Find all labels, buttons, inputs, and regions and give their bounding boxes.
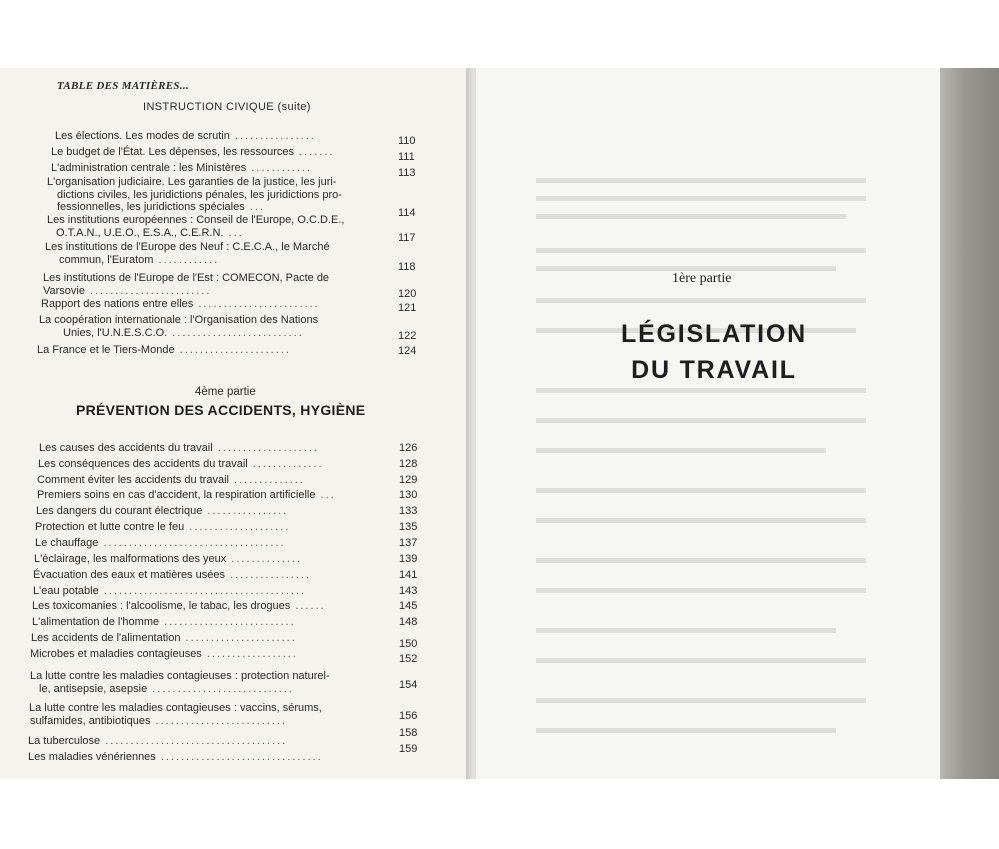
toc-entry-line xyxy=(47,214,344,226)
toc-entry-title: L'éclairage, les malformations des yeux xyxy=(34,553,227,565)
toc-entry-title: Rapport des nations entre elles xyxy=(41,298,194,310)
toc-dot-leader: ................ xyxy=(225,569,311,581)
toc-page-number: 130 xyxy=(399,489,418,501)
toc-page-number: 143 xyxy=(399,585,418,597)
toc-dot-leader: .................................... xyxy=(98,537,286,549)
toc-dot-leader: .................. xyxy=(201,648,298,660)
show-through-text xyxy=(476,68,942,779)
toc-entry-title: Varsovie xyxy=(43,284,85,297)
toc-entry-line xyxy=(47,176,336,188)
toc-entry-line xyxy=(51,162,312,174)
toc-dot-leader: .......................... xyxy=(167,326,304,339)
toc-entry-title: le, antisepsie, asepsie xyxy=(39,682,148,695)
left-page-table-of-contents xyxy=(0,68,468,779)
toc-page-number: 121 xyxy=(398,302,417,314)
toc-page-number: 156 xyxy=(399,710,418,722)
toc-entry-title: Les institutions de l'Europe des Neuf : C.E.C.A., le Marché xyxy=(45,241,330,253)
toc-entry-title: Les élections. Les modes de scrutin xyxy=(55,130,230,142)
toc-dot-leader: .............. xyxy=(228,474,305,486)
part-title: PRÉVENTION DES ACCIDENTS, HYGIÈNE xyxy=(76,402,366,418)
toc-entry-title: Microbes et maladies contagieuses xyxy=(30,648,202,660)
toc-header: TABLE DES MATIÈRES... xyxy=(57,80,189,92)
toc-entry-title: sulfamides, antibiotiques xyxy=(30,714,151,727)
toc-page-number: 113 xyxy=(398,167,416,179)
toc-entry-line xyxy=(31,632,297,644)
toc-entry-title: Les accidents de l'alimentation xyxy=(31,632,181,644)
right-page-title-page xyxy=(476,68,942,779)
toc-entry-title: L'organisation judiciaire. Les garanties de la justice, les juri- xyxy=(47,176,337,188)
toc-entry-line xyxy=(36,505,288,517)
toc-page-number: 111 xyxy=(398,151,415,163)
toc-entry-line xyxy=(28,735,287,747)
toc-entry-line xyxy=(30,670,330,682)
toc-entry-line xyxy=(43,285,211,297)
toc-dot-leader: ... xyxy=(223,226,244,239)
right-part-label: 1ère partie xyxy=(672,271,732,286)
toc-page-number: 159 xyxy=(399,743,418,755)
toc-entry-line xyxy=(41,298,320,310)
toc-page-number: 122 xyxy=(398,330,417,342)
toc-entry-line xyxy=(29,702,322,714)
toc-page-number: 128 xyxy=(399,458,418,470)
toc-entry-title: La tuberculose xyxy=(28,735,101,747)
toc-entry-line xyxy=(56,227,244,239)
toc-entry-title: Comment éviter les accidents du travail xyxy=(37,474,229,486)
toc-entry-line xyxy=(37,474,305,486)
toc-entry-line xyxy=(39,442,319,454)
right-title-line-1: LÉGISLATION xyxy=(621,320,807,348)
toc-entry-line xyxy=(30,648,298,660)
toc-entry-line xyxy=(38,458,324,470)
toc-page-number: 110 xyxy=(398,135,416,147)
toc-page-number: 152 xyxy=(399,653,418,665)
toc-page-number: 124 xyxy=(398,345,417,357)
toc-page-number: 154 xyxy=(399,679,418,691)
toc-page-number: 120 xyxy=(398,288,417,300)
toc-entry-line xyxy=(35,521,290,533)
toc-entry-title: Premiers soins en cas d'accident, la respiration artificielle xyxy=(37,489,316,501)
toc-entry-line xyxy=(35,537,286,549)
toc-dot-leader: ...... xyxy=(290,600,326,612)
toc-dot-leader: ................ xyxy=(229,130,316,142)
toc-entry-line xyxy=(55,130,316,142)
toc-entry-line xyxy=(30,715,287,727)
toc-entry-title: La France et le Tiers-Monde xyxy=(37,344,175,356)
toc-entry-title: Les institutions de l'Europe de l'Est : COMECON, Pacte de xyxy=(43,272,330,284)
toc-dot-leader: ................................ xyxy=(155,751,323,763)
toc-entry-title: Protection et lutte contre le feu xyxy=(35,521,185,533)
toc-entry-line xyxy=(63,327,304,339)
toc-entry-title: L'eau potable xyxy=(33,585,99,597)
toc-entry-line xyxy=(57,201,265,213)
toc-entry-line xyxy=(45,241,330,253)
toc-entry-line xyxy=(37,489,336,501)
toc-entry-title: La lutte contre les maladies contagieuses : vaccins, sérums, xyxy=(29,702,322,714)
toc-page-number: 126 xyxy=(399,442,418,454)
book-photo xyxy=(0,68,999,779)
toc-dot-leader: ........................ xyxy=(193,298,320,310)
toc-entry-title: dictions civiles, les juridictions pénales, les juridictions pro- xyxy=(57,188,342,201)
toc-entry-line xyxy=(32,616,296,628)
toc-entry-title: commun, l'Euratom xyxy=(59,253,154,266)
toc-page-number: 158 xyxy=(399,727,418,739)
toc-dot-leader: ....... xyxy=(294,146,335,158)
toc-page-number: 148 xyxy=(399,616,418,628)
toc-entry-title: O.T.A.N., U.E.O., E.S.A., C.E.R.N. xyxy=(56,226,224,239)
toc-entry-title: La coopération internationale : l'Organisation des Nations xyxy=(39,314,319,326)
toc-subheader: INSTRUCTION CIVIQUE (suite) xyxy=(143,101,311,113)
toc-entry-line xyxy=(33,569,311,581)
toc-dot-leader: .............. xyxy=(226,553,303,565)
toc-page-number: 117 xyxy=(398,232,416,244)
toc-entry-title: Les conséquences des accidents du travail xyxy=(38,458,248,470)
toc-entry-title: Les toxicomanies : l'alcoolisme, le tabac, les drogues xyxy=(32,600,291,612)
toc-dot-leader: ............ xyxy=(246,162,313,174)
toc-entry-line xyxy=(51,146,334,158)
toc-entry-line xyxy=(33,585,306,597)
toc-entry-title: fessionnelles, les juridictions spéciales xyxy=(57,201,245,213)
toc-dot-leader: ........................................ xyxy=(98,585,307,597)
toc-dot-leader: ...................... xyxy=(174,344,291,356)
toc-entry-line xyxy=(32,600,326,612)
toc-dot-leader: ............................ xyxy=(147,682,294,695)
toc-entry-title: Unies, l'U.N.E.S.C.O. xyxy=(63,326,168,339)
toc-entry-line xyxy=(28,751,323,763)
toc-dot-leader: .................... xyxy=(184,521,291,533)
toc-dot-leader: .................................... xyxy=(100,735,288,747)
toc-page-number: 114 xyxy=(398,207,416,219)
toc-dot-leader: .............. xyxy=(247,458,324,470)
toc-entry-title: L'alimentation de l'homme xyxy=(32,616,160,628)
toc-dot-leader: ................ xyxy=(202,505,289,517)
part-label: 4ème partie xyxy=(195,386,256,398)
toc-entry-title: Le budget de l'État. Les dépenses, les ressources xyxy=(51,146,295,158)
toc-entry-title: Les maladies vénériennes xyxy=(28,751,156,763)
toc-dot-leader: .......................... xyxy=(159,616,296,628)
right-title-line-2: DU TRAVAIL xyxy=(631,356,797,384)
toc-entry-title: Le chauffage xyxy=(35,537,99,549)
toc-entry-title: Les causes des accidents du travail xyxy=(39,442,213,454)
toc-entry-line xyxy=(37,344,291,356)
toc-entry-title: Les dangers du courant électrique xyxy=(36,505,203,517)
toc-entry-line xyxy=(43,272,329,284)
toc-dot-leader: ... xyxy=(244,201,265,213)
toc-dot-leader: .................... xyxy=(212,442,319,454)
toc-page-number: 150 xyxy=(399,638,418,650)
toc-page-number: 141 xyxy=(399,569,418,581)
toc-dot-leader: ... xyxy=(315,489,336,501)
toc-entry-title: L'administration centrale : les Ministères xyxy=(51,162,247,174)
toc-entry-title: La lutte contre les maladies contagieuses : protection naturel- xyxy=(30,670,330,682)
toc-dot-leader: .......................... xyxy=(150,714,287,727)
toc-page-number: 145 xyxy=(399,600,418,612)
right-page-title xyxy=(604,316,824,388)
toc-entry-title: Les institutions européennes : Conseil de l'Europe, O.C.D.E., xyxy=(47,214,345,226)
toc-entry-line xyxy=(57,189,342,201)
toc-dot-leader: ........................ xyxy=(84,284,212,297)
toc-page-number: 139 xyxy=(399,553,418,565)
toc-page-number: 133 xyxy=(399,505,418,517)
toc-dot-leader: ...................... xyxy=(180,632,297,644)
toc-entry-line xyxy=(39,314,318,326)
toc-page-number: 135 xyxy=(399,521,418,533)
book-edge xyxy=(940,68,999,779)
toc-page-number: 118 xyxy=(398,261,416,273)
toc-entry-line xyxy=(59,254,219,266)
toc-dot-leader: ............ xyxy=(153,253,220,266)
toc-entry-line xyxy=(39,683,294,695)
toc-page-number: 137 xyxy=(399,537,418,549)
toc-entry-line xyxy=(34,553,302,565)
toc-entry-title: Évacuation des eaux et matières usées xyxy=(33,569,226,581)
toc-page-number: 129 xyxy=(399,474,418,486)
